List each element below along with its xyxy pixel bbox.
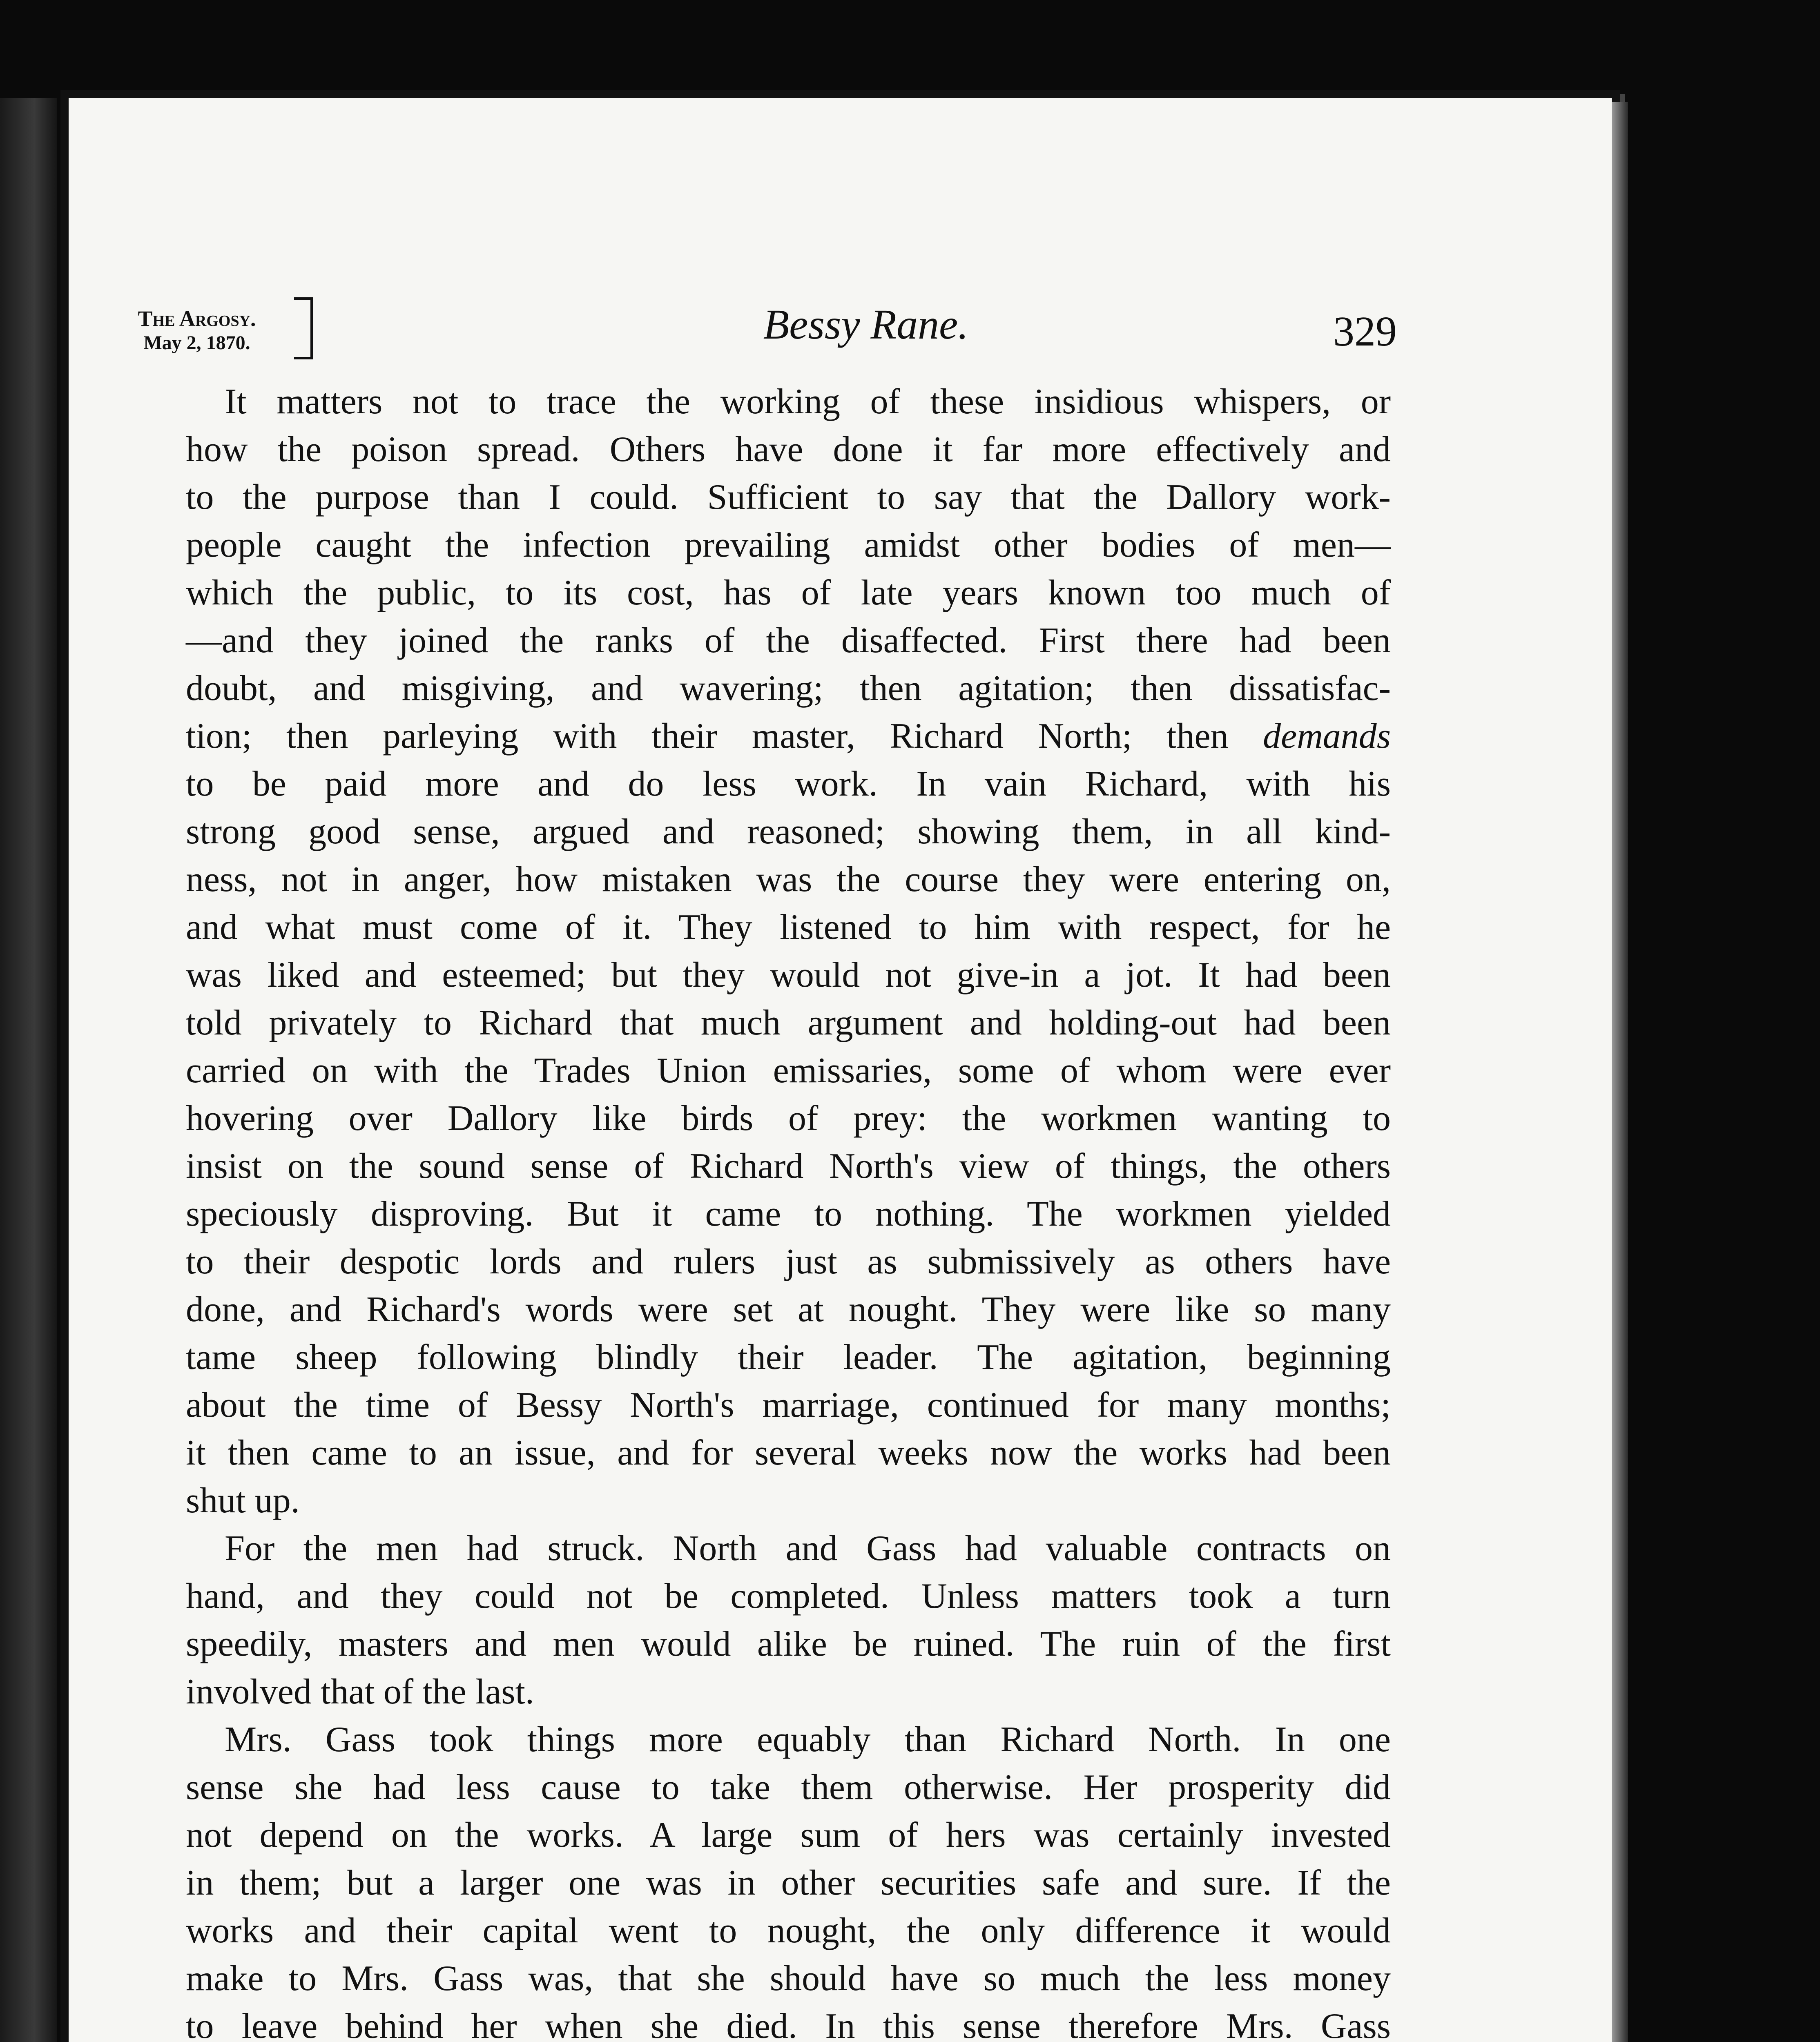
text-line: hovering over Dallory like birds of prey: the workmen wanting to bbox=[186, 1099, 1391, 1138]
text-line: in them; but a larger one was in other securities safe and sure. If the bbox=[186, 1863, 1391, 1903]
text-line: ness, not in anger, how mistaken was the course they were entering on, bbox=[186, 860, 1391, 899]
text-line: doubt, and misgiving, and wavering; then agitation; then dissatisfac- bbox=[186, 669, 1391, 708]
text-line: was liked and esteemed; but they would not give-in a jot. It had been bbox=[186, 955, 1391, 995]
text-line: —and they joined the ranks of the disaffected. First there had been bbox=[186, 621, 1391, 660]
text-line: It matters not to trace the working of these insidious whispers, or bbox=[225, 382, 1391, 421]
text-line: to leave behind her when she died. In this sense therefore Mrs. Gass bbox=[186, 2006, 1391, 2042]
text-line: and what must come of it. They listened to him with respect, for he bbox=[186, 907, 1391, 947]
text-line: tion; then parleying with their master, Richard North; then demands bbox=[186, 716, 1391, 756]
text-line: to their despotic lords and rulers just as submissively as others have bbox=[186, 1242, 1391, 1282]
text-line: about the time of Bessy North's marriage, continued for many months; bbox=[186, 1385, 1391, 1425]
text-line: to the purpose than I could. Sufficient to say that the Dallory work- bbox=[186, 477, 1391, 517]
text-line: involved that of the last. bbox=[186, 1672, 534, 1712]
text-line: Mrs. Gass took things more equably than Richard North. In one bbox=[225, 1720, 1391, 1759]
text-line: told privately to Richard that much argument and holding-out had been bbox=[186, 1003, 1391, 1043]
page-edge-shadow bbox=[1612, 102, 1628, 2042]
text-line: tame sheep following blindly their leader. The agitation, beginning bbox=[186, 1338, 1391, 1377]
running-head-bracket bbox=[294, 297, 313, 359]
body-text bbox=[186, 378, 1391, 2042]
text-line: speedily, masters and men would alike be ruined. The ruin of the first bbox=[186, 1624, 1391, 1664]
journal-name: The Argosy. bbox=[138, 306, 256, 331]
running-head-title: Bessy Rane. bbox=[763, 301, 969, 348]
text-line: not depend on the works. A large sum of hers was certainly invested bbox=[186, 1815, 1391, 1855]
text-line: works and their capital went to nought, the only difference it would bbox=[186, 1911, 1391, 1951]
text-line: For the men had struck. North and Gass had valuable contracts on bbox=[225, 1529, 1391, 1568]
journal-date: May 2, 1870. bbox=[143, 332, 250, 354]
page-number: 329 bbox=[1333, 308, 1397, 355]
text-line: people caught the infection prevailing amidst other bodies of men— bbox=[186, 525, 1391, 565]
text-line: make to Mrs. Gass was, that she should have so much the less money bbox=[186, 1959, 1391, 1998]
text-line: carried on with the Trades Union emissaries, some of whom were ever bbox=[186, 1051, 1391, 1090]
text-line: hand, and they could not be completed. Unless matters took a turn bbox=[186, 1576, 1391, 1616]
text-line: insist on the sound sense of Richard North's view of things, the others bbox=[186, 1146, 1391, 1186]
text-line: strong good sense, argued and reasoned; showing them, in all kind- bbox=[186, 812, 1391, 852]
text-line: shut up. bbox=[186, 1481, 300, 1520]
text-line: speciously disproving. But it came to nothing. The workmen yielded bbox=[186, 1194, 1391, 1234]
text-line: sense she had less cause to take them otherwise. Her prosperity did bbox=[186, 1768, 1391, 1807]
text-line: it then came to an issue, and for several weeks now the works had been bbox=[186, 1433, 1391, 1473]
text-line: how the poison spread. Others have done it far more effectively and bbox=[186, 430, 1391, 469]
text-line: done, and Richard's words were set at nought. They were like so many bbox=[186, 1290, 1391, 1329]
text-line: to be paid more and do less work. In vain Richard, with his bbox=[186, 764, 1391, 804]
running-head-journal bbox=[87, 306, 307, 355]
facing-page-edge bbox=[0, 98, 57, 2042]
text-line: which the public, to its cost, has of late years known too much of bbox=[186, 573, 1391, 613]
